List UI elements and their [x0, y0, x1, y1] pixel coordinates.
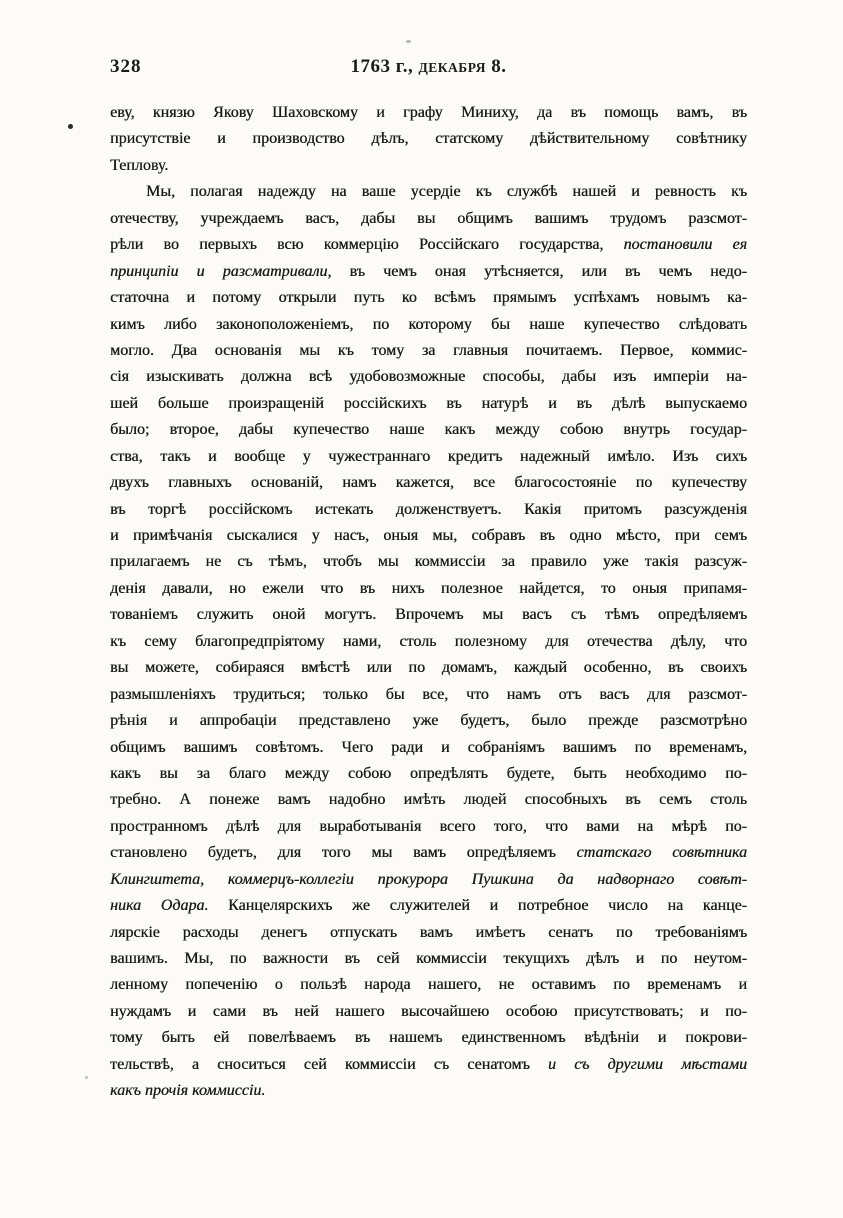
text-segment: кимъ либо законоположеніемъ, по которому бы наше купечество слѣдовать	[110, 315, 747, 333]
text-segment: тому быть ей повелѣваемъ въ нашемъ единственномъ вѣдѣніи и покрови-	[110, 1029, 747, 1047]
running-head-text: 8.	[486, 56, 507, 77]
text-line	[110, 497, 747, 523]
text-line	[110, 549, 747, 575]
text-segment: сія изыскивать должна всѣ удобовозможные способы, дабы изъ имперіи на-	[110, 368, 747, 386]
text-segment: становлено будетъ, для того мы вамъ опредѣляемъ	[110, 844, 577, 862]
text-segment: тованіемъ служить оной могутъ. Впрочемъ мы васъ съ тѣмъ опредѣляемъ	[110, 606, 747, 624]
text-line	[110, 232, 747, 258]
text-line	[110, 1052, 747, 1078]
text-line	[110, 893, 747, 919]
text-line	[110, 206, 747, 232]
text-segment: ства, такъ и вообще у чужестраннаго кредитъ надежный имѣло. Изъ сихъ	[110, 447, 747, 465]
text-segment: нуждамъ и сами въ ней нашего высочайшею особою присутствовать; и по-	[110, 1002, 747, 1020]
text-line	[110, 100, 747, 126]
text-segment: пространномъ дѣлѣ для выработыванія всего того, что вами на мѣрѣ по-	[110, 817, 747, 835]
text-segment: общимъ вашимъ совѣтомъ. Чего ради и собраніямъ вашимъ по временамъ,	[110, 738, 747, 756]
text-line	[110, 1025, 747, 1051]
text-segment: къ сему благопредпріятому нами, столь полезному для отечества дѣлу, что	[110, 632, 747, 650]
text-line	[110, 417, 747, 443]
text-line	[110, 655, 747, 681]
text-line	[110, 602, 747, 628]
text-line	[110, 867, 747, 893]
text-line	[110, 126, 747, 152]
italic-text-segment: статскаго совѣтника	[576, 844, 748, 862]
italic-text-segment: Клингштета, коммерцъ-коллегіи прокурора Пушкина да надворнаго совѣт-	[110, 870, 747, 888]
text-segment: въ чемъ оная утѣсняется, или въ чемъ недо-	[331, 262, 748, 280]
scan-speck	[68, 124, 73, 129]
text-segment: статочна и потому открыли путь ко всѣмъ прямымъ успѣхамъ новымъ ка-	[110, 289, 747, 307]
text-segment: рѣли во первыхъ всю коммерцію Россійскаго государства,	[110, 236, 624, 254]
italic-text-segment: ника Одара.	[110, 897, 209, 915]
text-line	[110, 629, 747, 655]
text-segment: Теплову.	[110, 156, 169, 174]
text-line	[110, 999, 747, 1025]
running-head	[350, 56, 506, 77]
text-segment: двухъ главныхъ основаній, намъ кажется, все благосостояніе по купечеству	[110, 474, 747, 492]
text-line	[110, 972, 747, 998]
text-line	[110, 946, 747, 972]
text-segment: прилагаемъ не съ тѣмъ, чтобъ мы коммиссіи за правило уже такія разсуж-	[110, 553, 747, 571]
text-segment: размышленіяхъ трудиться; только бы все, что намъ отъ васъ для разсмот-	[110, 685, 747, 703]
text-segment: было; второе, дабы купечество наше какъ между собою внутрь государ-	[110, 421, 747, 439]
text-line	[110, 814, 747, 840]
text-line	[110, 285, 747, 311]
italic-text-segment: постановили ея	[623, 236, 748, 254]
text-segment: еву, князю Якову Шаховскому и графу Миниху, да въ помощь вамъ, въ	[110, 104, 747, 121]
text-segment: ленному попеченію о пользѣ народа нашего, не оставимъ по временамъ и	[110, 976, 747, 994]
scan-speck	[85, 1076, 88, 1079]
text-line	[110, 338, 747, 364]
text-line	[110, 840, 747, 866]
text-line	[110, 761, 747, 787]
text-segment: и примѣчанія сыскалися у насъ, оныя мы, собравъ въ одно мѣсто, при семъ	[110, 527, 747, 544]
text-segment: вашимъ. Мы, по важности въ сей коммиссіи текущихъ дѣлъ и по неутом-	[110, 950, 747, 967]
text-line	[110, 179, 747, 205]
text-line	[110, 259, 747, 285]
text-line	[110, 787, 747, 813]
text-line	[110, 312, 747, 338]
text-line	[110, 682, 747, 708]
text-line	[110, 391, 747, 417]
text-segment: отечеству, учреждаемъ васъ, дабы вы общимъ вашимъ трудомъ разсмот-	[110, 209, 747, 227]
text-segment: шей больше произращеній россійскихъ въ натурѣ и въ дѣлѣ выпускаемо	[110, 394, 747, 412]
text-line	[110, 576, 747, 602]
text-segment: присутствіе и производство дѣлъ, статскому дѣйствительному совѣтнику	[110, 130, 747, 148]
text-segment: Мы, полагая надежду на ваше усердіе къ службѣ нашей и ревность къ	[146, 183, 747, 201]
page-number: 328	[110, 56, 142, 77]
text-line	[110, 364, 747, 390]
text-line	[110, 153, 747, 179]
text-line	[110, 470, 747, 496]
text-segment: тельствѣ, а сноситься сей коммиссіи съ сенатомъ	[110, 1055, 548, 1073]
document-body	[110, 100, 747, 1105]
text-line	[110, 920, 747, 946]
italic-text-segment: какъ прочія коммиссіи.	[110, 1082, 266, 1100]
running-head-text: 1763 г.,	[350, 56, 419, 77]
text-line	[110, 735, 747, 761]
running-header	[110, 56, 747, 78]
running-head-month: ДЕКАБРЯ	[418, 60, 487, 75]
italic-text-segment: и съ другими мѣстами	[547, 1055, 748, 1073]
text-line	[110, 444, 747, 470]
text-segment: лярскіе расходы денегъ отпускать вамъ имѣетъ сенатъ по требованіямъ	[110, 923, 747, 941]
text-line	[110, 1078, 747, 1104]
text-segment: требно. А понеже вамъ надобно имѣть людей способныхъ въ семъ столь	[110, 791, 747, 809]
text-segment: рѣнія и аппробаціи представлено уже будетъ, было прежде разсмотрѣно	[110, 712, 747, 730]
text-line	[110, 708, 747, 734]
italic-text-segment: принципіи и разсматривали,	[110, 262, 332, 280]
text-segment: вы можете, собираяся вмѣстѣ или по домамъ, каждый особенно, въ своихъ	[110, 659, 747, 677]
scan-speck	[406, 40, 411, 43]
text-segment: какъ вы за благо между собою опредѣлять будете, быть необходимо по-	[110, 764, 747, 782]
text-segment: могло. Два основанія мы къ тому за главныя почитаемъ. Первое, коммис-	[110, 341, 747, 359]
text-segment: въ торгѣ россійскомъ истекать долженствуетъ. Какія притомъ разсужденія	[110, 500, 747, 518]
text-segment: денія давали, но ежели что въ нихъ полезное найдется, то оныя припамя-	[110, 579, 747, 597]
text-line	[110, 523, 747, 549]
text-segment: Канцелярскихъ же служителей и потребное число на канце-	[208, 897, 747, 915]
